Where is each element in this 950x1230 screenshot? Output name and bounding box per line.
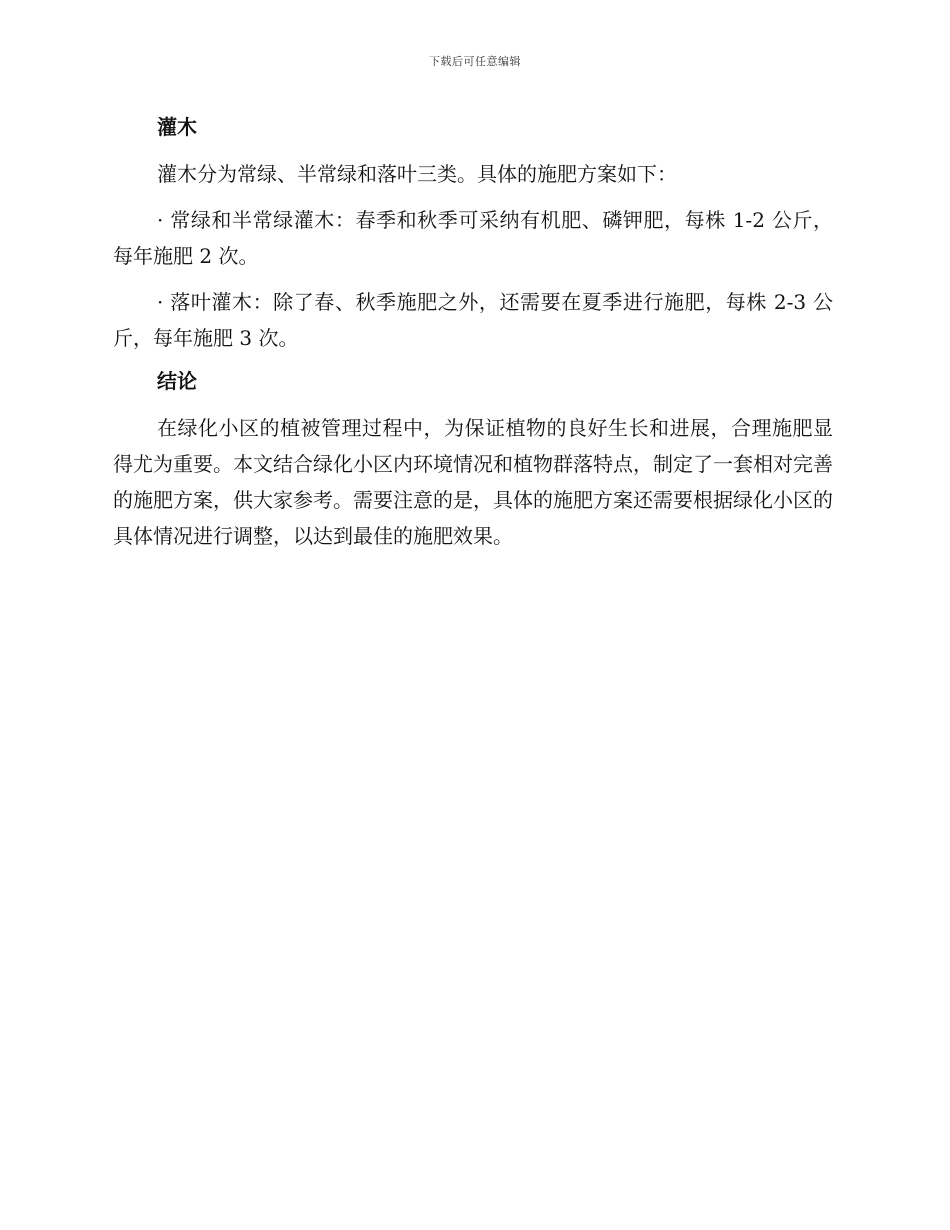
paragraph-conclusion: 在绿化小区的植被管理过程中，为保证植物的良好生长和进展，合理施肥显得尤为重要。本文结合绿化小区内环境情况和植物群落特点，制定了一套相对完善的施肥方案，供大家参考。需要注意的是，具体的施肥方案还需要根据绿化小区的具体情况进行调整，以达到最佳的施肥效果。 — [113, 416, 833, 548]
paragraph-deciduous-shrubs: · 落叶灌木：除了春、秋季施肥之外，还需要在夏季进行施肥，每株 2-3 公斤，每年施肥 3 次。 — [113, 290, 833, 350]
paragraph-evergreen-shrubs: · 常绿和半常绿灌木：春季和秋季可采纳有机肥、磷钾肥，每株 1-2 公斤，每年施肥 2 次。 — [113, 208, 833, 268]
page-header: 下载后可任意编辑 — [429, 55, 521, 68]
paragraph-shrub-intro: 灌木分为常绿、半常绿和落叶三类。具体的施肥方案如下： — [157, 162, 677, 186]
section-heading-conclusion: 结论 — [157, 369, 197, 393]
section-heading-shrubs: 灌木 — [157, 115, 197, 139]
document-body — [113, 112, 833, 564]
